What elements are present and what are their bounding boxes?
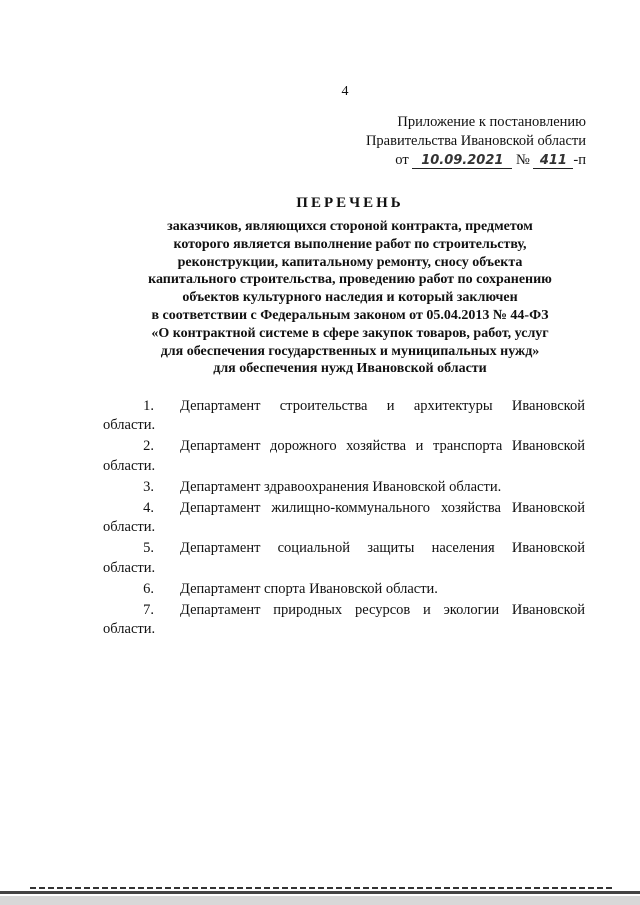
appendix-header [366,113,586,170]
list-item [103,478,585,497]
item-text: Департамент здравоохранения Ивановской области. [180,478,502,495]
subtitle-line: заказчиков, являющихся стороной контракта, предметом [167,219,533,234]
subtitle-line: реконструкции, капитальному ремонту, сносу объекта [177,254,523,270]
number-sign: № [515,152,530,168]
appendix-from-label: от [395,152,409,168]
item-number: 5. [143,540,154,557]
subtitle-line: для обеспечения государственных и муниципальных нужд» [160,343,540,359]
subtitle-line: «О контрактной системе в сфере закупок товаров, работ, услуг [151,325,549,341]
list-item [103,499,585,537]
appendix-line-1: Приложение к постановлению [397,114,586,130]
item-text: Департамент жилищно-коммунального хозяйства Ивановской [180,500,585,517]
item-text: Департамент социальной защиты населения Ивановской [180,540,585,557]
item-continuation: области. [103,621,156,638]
item-continuation: области. [103,559,156,576]
item-continuation: области. [103,519,156,536]
number-suffix: -п [573,152,586,168]
subtitle-line: для обеспечения нужд Ивановской области [213,361,487,377]
list-item [103,580,585,599]
list-item [103,601,585,639]
item-number: 6. [143,580,154,597]
item-number: 1. [143,398,154,414]
document-title: ПЕРЕЧЕНЬ [296,195,404,211]
item-continuation: области. [103,417,156,434]
page-number: 4 [341,84,349,99]
item-number: 2. [143,438,154,455]
subtitle-line: объектов культурного наследия и который заключен [182,290,518,306]
item-number: 4. [143,500,154,517]
appendix-line-2: Правительства Ивановской области [365,133,586,149]
item-text: Департамент спорта Ивановской области. [180,580,438,597]
item-continuation: области. [103,457,156,474]
scan-artifact-band [0,896,640,905]
item-text: Департамент дорожного хозяйства и транспорта Ивановской [180,438,585,455]
item-number: 7. [143,602,154,619]
subtitle-line: в соответствии с Федеральным законом от 05.04.2013 № 44-ФЗ [151,307,549,323]
subtitle-line: которого является выполнение работ по строительству, [173,236,527,252]
scan-artifact-line [0,891,640,894]
handwritten-date: 10.09.2021 [412,154,512,169]
department-list [103,397,585,641]
list-item [103,539,585,577]
item-text: Департамент строительства и архитектуры Ивановской [180,398,585,414]
subtitle-line: капитального строительства, проведению работ по сохранению [148,272,552,288]
handwritten-number: 411 [533,154,573,169]
item-text: Департамент природных ресурсов и экологии Ивановской [180,602,585,619]
item-number: 3. [143,478,154,495]
scan-artifact-dashes [30,887,615,889]
document-subtitle [0,218,640,378]
list-item [103,437,585,475]
list-item [103,397,585,435]
appendix-line-3 [366,151,586,170]
